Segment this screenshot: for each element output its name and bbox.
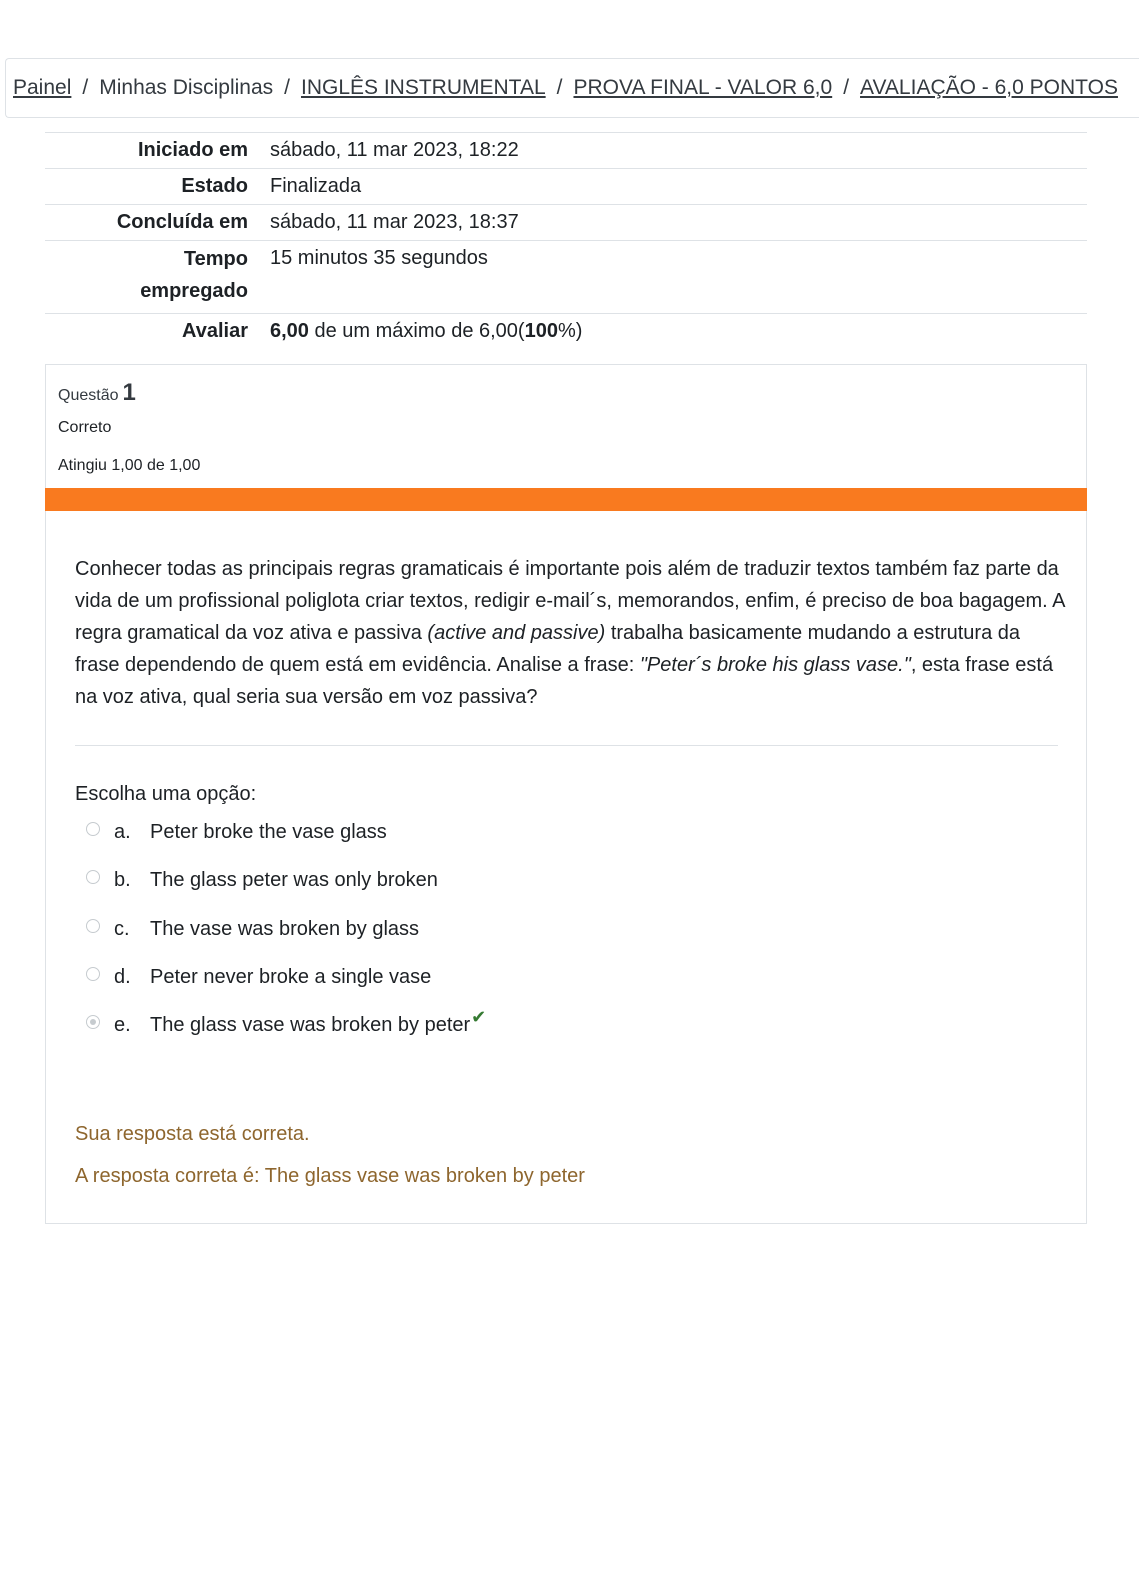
option-e[interactable] — [86, 1006, 487, 1040]
time-value: 15 minutos 35 segundos — [270, 247, 488, 269]
attempt-summary-table — [45, 132, 1087, 349]
grade-percent: 100 — [524, 320, 558, 342]
question-text-part2: trabalha basicamente mudando a estrutura da frase dependendo de quem está em evidência. Analise a frase: — [75, 622, 1020, 676]
state-label: Estado — [181, 175, 248, 197]
divider — [75, 745, 1058, 746]
breadcrumb-link-course[interactable]: INGLÊS INSTRUMENTAL — [300, 76, 546, 99]
option-text: Peter broke the vase glass — [150, 820, 387, 843]
question-state: Correto — [58, 419, 112, 436]
feedback-correct: Sua resposta está correta. — [75, 1123, 310, 1145]
summary-row-completed — [45, 205, 1087, 241]
question-header-bar — [45, 488, 1087, 511]
summary-row-grade — [45, 314, 1087, 350]
breadcrumb-link-section[interactable]: PROVA FINAL - VALOR 6,0 — [573, 76, 833, 99]
question-number-line — [58, 379, 136, 407]
option-letter: a. — [114, 820, 131, 843]
time-label-line1: Tempo — [183, 248, 248, 270]
option-c[interactable] — [86, 914, 419, 944]
radio-icon[interactable] — [86, 919, 100, 933]
question-grade: Atingiu 1,00 de 1,00 — [58, 457, 201, 474]
breadcrumb-separator: / — [284, 76, 290, 99]
breadcrumb-link-quiz[interactable]: AVALIAÇÃO - 6,0 PONTOS — [860, 76, 1118, 99]
breadcrumb-separator: / — [82, 76, 89, 99]
question-text-italic2: "Peter´s broke his glass vase." — [639, 654, 911, 676]
question-card — [45, 364, 1087, 1224]
radio-icon[interactable] — [86, 967, 100, 981]
started-value: sábado, 11 mar 2023, 18:22 — [270, 139, 519, 161]
radio-icon[interactable] — [86, 822, 100, 836]
question-number: 1 — [122, 379, 136, 406]
question-text-part1: Conhecer todas as principais regras gramaticais é importante pois além de traduzir textos também faz parte da vida de um profissional poliglota criar textos, redigir e-mail´s, memorandos, enfim, é preciso de boa bagagem. A regra gramatical da voz ativa e passiva — [75, 558, 1065, 644]
grade-middle: de um máximo de 6,00( — [308, 320, 525, 342]
option-letter: c. — [114, 917, 130, 940]
grade-label: Avaliar — [182, 320, 248, 342]
grade-score: 6,00 — [270, 320, 309, 342]
completed-label: Concluída em — [116, 211, 248, 233]
time-label — [45, 241, 270, 314]
time-label-line2: empregado — [140, 280, 248, 302]
state-value: Finalizada — [270, 175, 362, 197]
completed-value: sábado, 11 mar 2023, 18:37 — [270, 211, 519, 233]
breadcrumb-separator: / — [556, 76, 563, 99]
option-b[interactable] — [86, 865, 438, 895]
started-label: Iniciado em — [137, 139, 248, 161]
option-text: The vase was broken by glass — [150, 917, 420, 940]
grade-value — [270, 314, 1087, 350]
option-text: Peter never broke a single vase — [150, 965, 432, 988]
summary-row-time — [45, 241, 1087, 314]
breadcrumb-separator: / — [843, 76, 850, 99]
grade-end: %) — [557, 320, 583, 342]
question-text-italic1: (active and passive) — [427, 622, 606, 644]
option-d[interactable] — [86, 962, 431, 992]
answer-prompt: Escolha uma opção: — [75, 783, 257, 805]
question-text-part3: , esta frase está na voz ativa, qual seria sua versão em voz passiva? — [75, 654, 1054, 708]
breadcrumb — [5, 58, 1139, 118]
breadcrumb-link-painel[interactable]: Painel — [13, 76, 72, 99]
breadcrumb-item-minhas-disciplinas: Minhas Disciplinas — [99, 76, 274, 99]
option-letter: d. — [114, 965, 131, 988]
option-letter: b. — [114, 868, 131, 891]
question-label: Questão — [58, 387, 119, 404]
radio-selected-icon[interactable] — [86, 1015, 100, 1029]
summary-row-state — [45, 169, 1087, 205]
option-letter: e. — [114, 1013, 131, 1036]
option-a[interactable] — [86, 817, 387, 847]
checkmark-icon: ✔ — [471, 1006, 487, 1027]
question-text — [75, 553, 1065, 713]
summary-row-started — [45, 133, 1087, 169]
option-text: The glass peter was only broken — [150, 868, 438, 891]
option-text: The glass vase was broken by peter — [150, 1013, 471, 1036]
radio-icon[interactable] — [86, 870, 100, 884]
feedback-right-answer: A resposta correta é: The glass vase was broken by peter — [75, 1165, 585, 1187]
